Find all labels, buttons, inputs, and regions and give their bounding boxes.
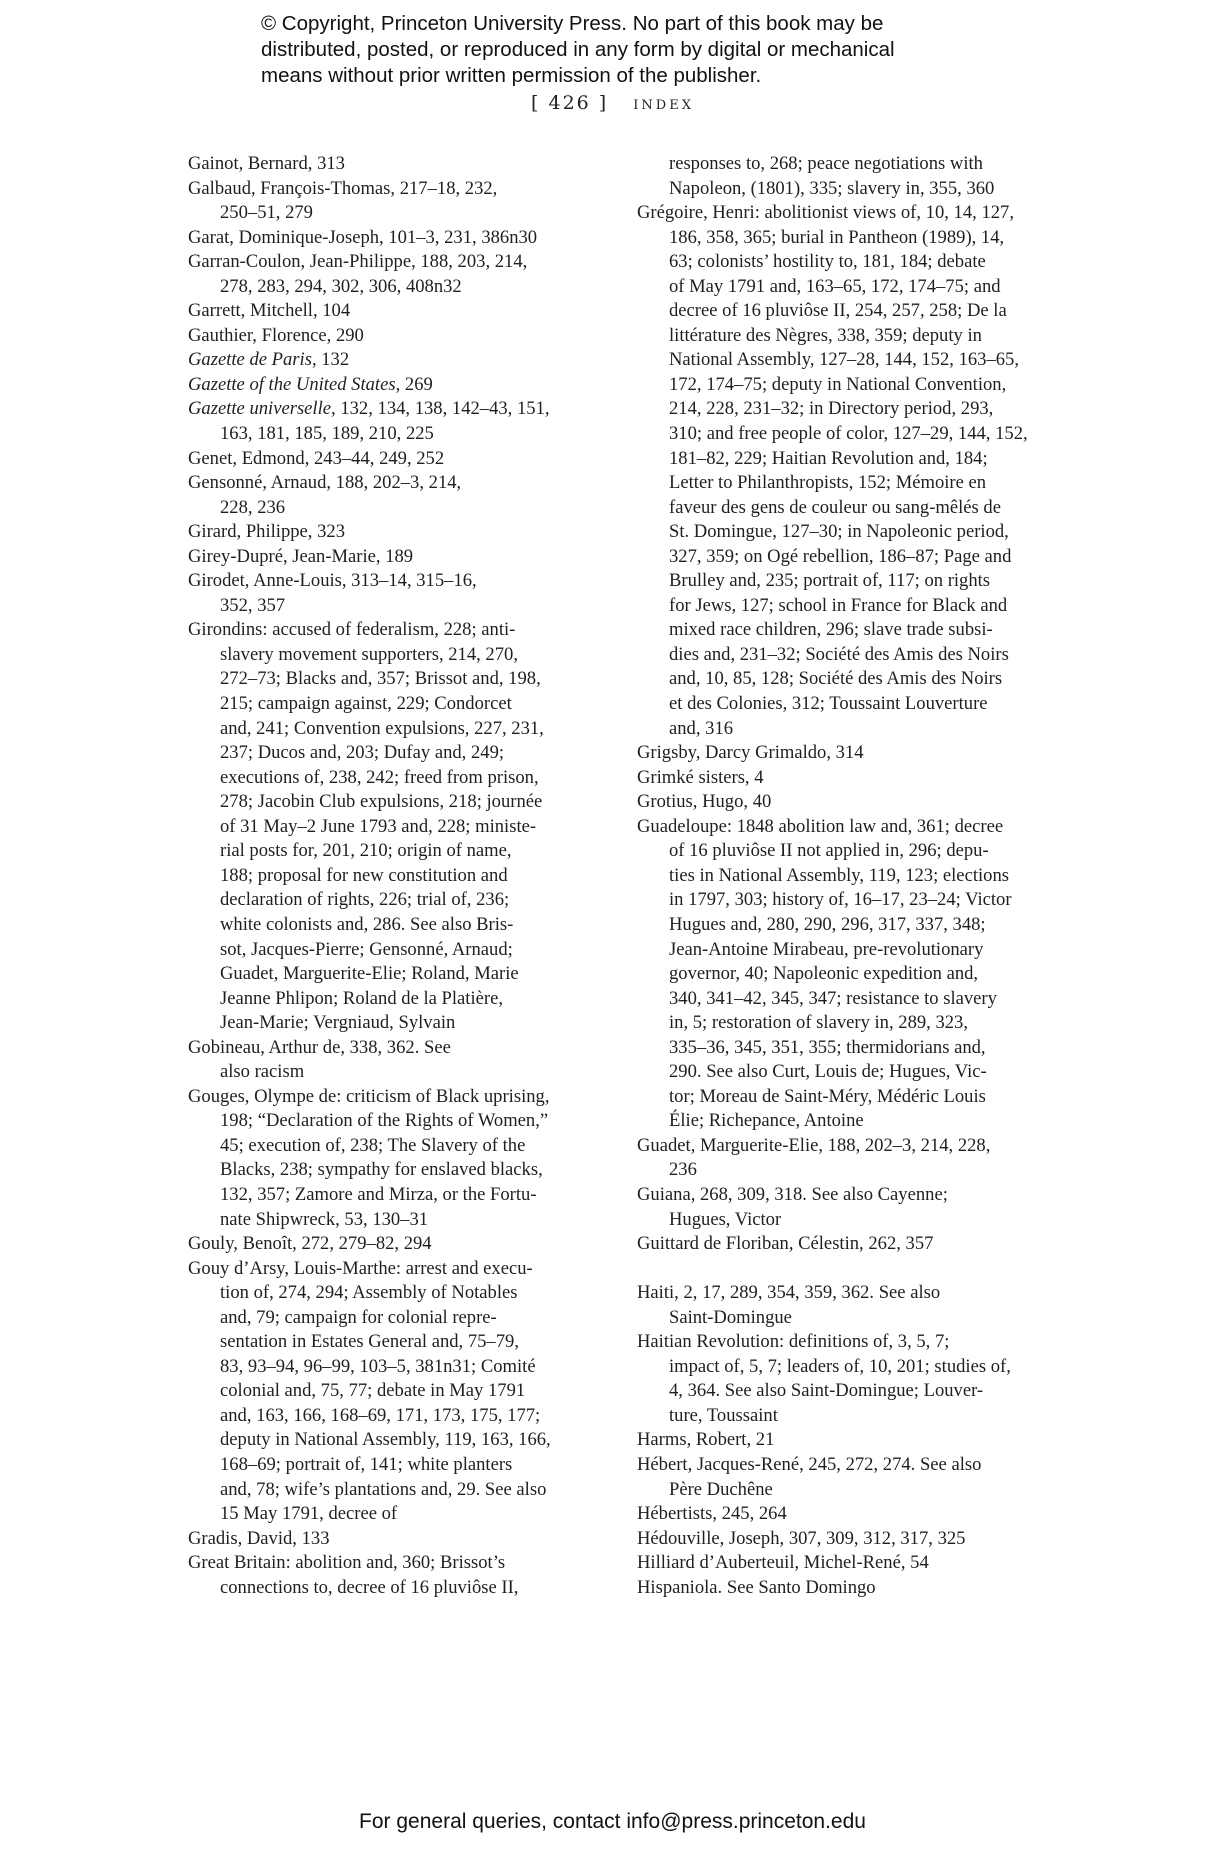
- index-entry-continuation: [188, 1060, 598, 1085]
- index-entry-text: 327, 359; on Ogé rebellion, 186–87; Page and: [669, 545, 1012, 567]
- index-entry-text: Saint-Domingue: [669, 1306, 792, 1328]
- index-entry-continuation: [188, 422, 598, 447]
- index-entry-text: 132, 357; Zamore and Mirza, or the Fortu-: [220, 1183, 537, 1205]
- index-entry-text: , 269: [395, 373, 433, 395]
- index-entry-text: National Assembly, 127–28, 144, 152, 163–65,: [669, 349, 1019, 371]
- index-entry: [637, 1527, 1047, 1552]
- index-entry-continuation: [188, 1355, 598, 1380]
- index-entry-text: 335–36, 345, 351, 355; thermidorians and,: [669, 1036, 986, 1058]
- index-entry-continuation: [637, 152, 1047, 177]
- index-entry-text: Napoleon, (1801), 335; slavery in, 355, 360: [669, 177, 995, 199]
- index-entry-text: and, 316: [669, 717, 734, 739]
- index-entry-text: Hédouville, Joseph, 307, 309, 312, 317, 325: [637, 1527, 966, 1549]
- index-entry-continuation: [637, 1158, 1047, 1183]
- index-entry-continuation: [188, 667, 598, 692]
- index-entry-continuation: [637, 299, 1047, 324]
- index-entry-continuation: [188, 201, 598, 226]
- index-entry: [637, 1453, 1047, 1478]
- index-entry-text: Jean-Antoine Mirabeau, pre-revolutionary: [669, 938, 984, 960]
- index-entry-text: Guadeloupe: 1848 abolition law and, 361; decree: [637, 815, 1004, 837]
- index-entry-continuation: [188, 938, 598, 963]
- index-entry-text: 237; Ducos and, 203; Dufay and, 249;: [220, 742, 505, 764]
- index-entry-text: 340, 341–42, 345, 347; resistance to slavery: [669, 987, 997, 1009]
- index-entry-continuation: [188, 594, 598, 619]
- index-entry-continuation: [637, 1355, 1047, 1380]
- index-entry-text: executions of, 238, 242; freed from prison,: [220, 766, 539, 788]
- index-entry-text: Gouly, Benoît, 272, 279–82, 294: [188, 1233, 432, 1255]
- index-entry-continuation: [637, 1036, 1047, 1061]
- index-entry-continuation: [188, 962, 598, 987]
- index-entry-text: Gouges, Olympe de: criticism of Black uprising,: [188, 1085, 550, 1107]
- index-entry-text: Genet, Edmond, 243–44, 249, 252: [188, 447, 445, 469]
- index-entry: [188, 471, 598, 496]
- index-entry-text: Gouy d’Arsy, Louis-Marthe: arrest and execu-: [188, 1257, 533, 1279]
- index-entry: [637, 1134, 1047, 1159]
- index-entry: [637, 1551, 1047, 1576]
- index-column-left: [188, 152, 598, 1600]
- index-entry-text: , 132, 134, 138, 142–43, 151,: [331, 398, 550, 420]
- index-entry-text: deputy in National Assembly, 119, 163, 166,: [220, 1429, 551, 1451]
- index-entry-continuation: [637, 348, 1047, 373]
- index-entry: [637, 1502, 1047, 1527]
- index-entry-text: tor; Moreau de Saint-Méry, Médéric Louis: [669, 1085, 986, 1107]
- index-entry-text: Garrett, Mitchell, 104: [188, 300, 351, 322]
- index-entry-text: for Jews, 127; school in France for Black and: [669, 594, 1008, 616]
- index-entry-text: Hispaniola. See Santo Domingo: [637, 1576, 876, 1598]
- index-entry-text: Girey-Dupré, Jean-Marie, 189: [188, 545, 414, 567]
- index-entry-text: Gensonné, Arnaud, 188, 202–3, 214,: [188, 472, 462, 494]
- index-entry-text: 198; “Declaration of the Rights of Women,”: [220, 1110, 549, 1132]
- index-entry-italic-title: Gazette universelle: [188, 398, 332, 420]
- index-entry-text: and, 241; Convention expulsions, 227, 231,: [220, 717, 544, 739]
- index-entry-continuation: [188, 496, 598, 521]
- index-entry-text: Père Duchêne: [669, 1478, 773, 1500]
- index-entry-text: St. Domingue, 127–30; in Napoleonic period,: [669, 521, 1009, 543]
- index-entry: [188, 618, 598, 643]
- index-entry-text: , 132: [311, 349, 350, 371]
- index-entry-text: Haitian Revolution: definitions of, 3, 5, 7;: [637, 1331, 950, 1353]
- index-entry-text: Galbaud, François-Thomas, 217–18, 232,: [188, 177, 498, 199]
- index-entry-text: of May 1791 and, 163–65, 172, 174–75; and: [669, 275, 1001, 297]
- index-entry-text: 310; and free people of color, 127–29, 144, 152,: [669, 423, 1028, 445]
- index-entry-text: Élie; Richepance, Antoine: [669, 1110, 864, 1132]
- index-entry-continuation: [188, 643, 598, 668]
- index-entry-text: Brulley and, 235; portrait of, 117; on rights: [669, 570, 991, 592]
- index-entry-continuation: [188, 1404, 598, 1429]
- index-entry-text: 188; proposal for new constitution and: [220, 864, 508, 886]
- index-entry-continuation: [637, 520, 1047, 545]
- footer-contact: For general queries, contact info@press.princeton.edu: [359, 1810, 866, 1833]
- index-entry-text: Guittard de Floriban, Célestin, 262, 357: [637, 1233, 934, 1255]
- index-entry: [188, 1527, 598, 1552]
- index-entry-continuation: [188, 1208, 598, 1233]
- index-entry-text: ties in National Assembly, 119, 123; elections: [669, 864, 1009, 886]
- index-entry-text: Hugues, Victor: [669, 1208, 782, 1230]
- index-entry-continuation: [188, 275, 598, 300]
- index-entry: [637, 790, 1047, 815]
- index-entry-text: Gradis, David, 133: [188, 1527, 330, 1549]
- index-entry: [637, 201, 1047, 226]
- copyright-line: means without prior written permission of the publisher.: [261, 64, 762, 87]
- index-entry-text: 163, 181, 185, 189, 210, 225: [220, 423, 434, 445]
- index-entry-continuation: [637, 888, 1047, 913]
- index-entry: [637, 1428, 1047, 1453]
- index-entry-continuation: [637, 397, 1047, 422]
- index-entry: [188, 1551, 598, 1576]
- index-entry-text: 236: [669, 1159, 697, 1181]
- index-entry-text: 278, 283, 294, 302, 306, 408n32: [220, 275, 462, 297]
- index-entry-continuation: [188, 1453, 598, 1478]
- page-number: [ 426 ]: [531, 92, 609, 114]
- index-entry-text: Girodet, Anne-Louis, 313–14, 315–16,: [188, 570, 477, 592]
- running-head: [0, 92, 1225, 114]
- index-entry-continuation: [188, 1478, 598, 1503]
- index-entry-continuation: [637, 177, 1047, 202]
- index-entry-text: decree of 16 pluviôse II, 254, 257, 258; De la: [669, 300, 1007, 322]
- index-entry-continuation: [188, 1576, 598, 1601]
- index-entry-text: Gobineau, Arthur de, 338, 362. See: [188, 1036, 451, 1058]
- index-entry-continuation: [637, 1011, 1047, 1036]
- index-entry: [637, 1232, 1047, 1257]
- index-entry-text: Haiti, 2, 17, 289, 354, 359, 362. See also: [637, 1282, 941, 1304]
- index-entry-continuation: [188, 1158, 598, 1183]
- index-entry-text: Great Britain: abolition and, 360; Brissot’s: [188, 1552, 506, 1574]
- copyright-line: © Copyright, Princeton University Press. No part of this book may be: [261, 12, 884, 35]
- index-entry-continuation: [188, 1109, 598, 1134]
- index-entry-continuation: [188, 790, 598, 815]
- index-entry-text: connections to, decree of 16 pluviôse II,: [220, 1576, 519, 1598]
- index-entry-continuation: [188, 864, 598, 889]
- index-entry-continuation: [637, 422, 1047, 447]
- index-entry-continuation: [188, 692, 598, 717]
- section-title: index: [633, 92, 694, 114]
- index-entry-text: responses to, 268; peace negotiations with: [669, 153, 983, 174]
- index-entry-text: Letter to Philanthropists, 152; Mémoire en: [669, 472, 987, 494]
- index-entry-text: 15 May 1791, decree of: [220, 1503, 398, 1525]
- index-entry: [637, 1576, 1047, 1601]
- index-entry-text: 45; execution of, 238; The Slavery of the: [220, 1134, 526, 1156]
- index-entry-text: 272–73; Blacks and, 357; Brissot and, 198,: [220, 668, 541, 690]
- index-entry-text: and, 10, 85, 128; Société des Amis des Noirs: [669, 668, 1003, 690]
- index-entry-text: 83, 93–94, 96–99, 103–5, 381n31; Comité: [220, 1355, 536, 1377]
- index-entry-text: 290. See also Curt, Louis de; Hugues, Vic-: [669, 1061, 987, 1083]
- copyright-line: distributed, posted, or reproduced in any form by digital or mechanical: [261, 38, 895, 61]
- index-entry-text: mixed race children, 296; slave trade subsi-: [669, 619, 993, 641]
- index-entry-continuation: [637, 717, 1047, 742]
- index-entry-continuation: [188, 1502, 598, 1527]
- index-entry-continuation: [637, 1060, 1047, 1085]
- index-entry-text: faveur des gens de couleur ou sang-mêlés de: [669, 496, 1001, 518]
- index-entry-continuation: [637, 913, 1047, 938]
- index-entry-text: of 16 pluviôse II not applied in, 296; depu-: [669, 840, 989, 862]
- index-entry-continuation: [637, 594, 1047, 619]
- index-entry-text: 186, 358, 365; burial in Pantheon (1989), 14,: [669, 226, 1005, 248]
- index-entry-continuation: [637, 1379, 1047, 1404]
- index-entry-continuation: [637, 324, 1047, 349]
- index-entry: [188, 373, 598, 398]
- index-entry-continuation: [637, 667, 1047, 692]
- index-entry: [188, 447, 598, 472]
- index-entry-text: Guadet, Marguerite-Elie; Roland, Marie: [220, 963, 519, 985]
- index-entry-text: sentation in Estates General and, 75–79,: [220, 1331, 519, 1353]
- index-entry-continuation: [188, 1183, 598, 1208]
- index-entry-text: slavery movement supporters, 214, 270,: [220, 643, 518, 665]
- index-entry-continuation: [637, 962, 1047, 987]
- index-entry: [188, 177, 598, 202]
- index-entry-continuation: [637, 864, 1047, 889]
- index-entry-continuation: [637, 692, 1047, 717]
- index-entry-text: 63; colonists’ hostility to, 181, 184; debate: [669, 251, 986, 273]
- index-entry-text: also racism: [220, 1061, 305, 1083]
- index-entry-text: in, 5; restoration of slavery in, 289, 323,: [669, 1012, 968, 1034]
- index-entry-text: white colonists and, 286. See also Bris-: [220, 913, 514, 935]
- index-entry: [188, 226, 598, 251]
- index-entry: [188, 324, 598, 349]
- index-entry-continuation: [637, 1085, 1047, 1110]
- index-entry-text: 4, 364. See also Saint-Domingue; Louver-: [669, 1380, 984, 1402]
- index-entry-continuation: [188, 717, 598, 742]
- index-entry: [637, 815, 1047, 840]
- index-entry: [637, 1183, 1047, 1208]
- index-entry-continuation: [188, 766, 598, 791]
- index-entry-text: Guiana, 268, 309, 318. See also Cayenne;: [637, 1183, 948, 1205]
- index-entry-text: governor, 40; Napoleonic expedition and,: [669, 963, 979, 985]
- index-entry-continuation: [188, 888, 598, 913]
- letter-section-gap: [637, 1257, 1047, 1282]
- index-entry-text: nate Shipwreck, 53, 130–31: [220, 1208, 429, 1230]
- index-entry-text: Hébert, Jacques-René, 245, 272, 274. See also: [637, 1453, 982, 1475]
- index-entry-continuation: [637, 545, 1047, 570]
- index-entry-continuation: [637, 496, 1047, 521]
- index-entry: [188, 397, 598, 422]
- index-entry-continuation: [637, 471, 1047, 496]
- index-entry-text: and, 79; campaign for colonial repre-: [220, 1306, 497, 1328]
- index-entry-text: and, 163, 166, 168–69, 171, 173, 175, 177;: [220, 1404, 541, 1426]
- index-entry-continuation: [188, 1306, 598, 1331]
- index-entry-text: ture, Toussaint: [669, 1404, 778, 1426]
- index-entry-text: 181–82, 229; Haitian Revolution and, 184;: [669, 447, 988, 469]
- index-entry-text: Grimké sisters, 4: [637, 766, 764, 788]
- index-entry-text: rial posts for, 201, 210; origin of name,: [220, 840, 512, 862]
- index-entry-continuation: [637, 226, 1047, 251]
- index-entry: [637, 741, 1047, 766]
- index-entry: [188, 520, 598, 545]
- index-entry-text: 228, 236: [220, 496, 286, 518]
- index-entry-continuation: [637, 447, 1047, 472]
- index-entry-text: and, 78; wife’s plantations and, 29. See also: [220, 1478, 547, 1500]
- index-entry-text: declaration of rights, 226; trial of, 236;: [220, 889, 510, 911]
- index-entry-text: 214, 228, 231–32; in Directory period, 293,: [669, 398, 994, 420]
- index-entry-text: littérature des Nègres, 338, 359; deputy in: [669, 324, 982, 346]
- index-entry-text: sot, Jacques-Pierre; Gensonné, Arnaud;: [220, 938, 513, 960]
- index-entry-text: colonial and, 75, 77; debate in May 1791: [220, 1380, 526, 1402]
- index-entry: [188, 1232, 598, 1257]
- index-entry-text: Grotius, Hugo, 40: [637, 791, 772, 813]
- index-entry-text: Guadet, Marguerite-Elie, 188, 202–3, 214, 228,: [637, 1134, 991, 1156]
- index-entry-continuation: [637, 1208, 1047, 1233]
- index-entry-text: Garat, Dominique-Joseph, 101–3, 231, 386n30: [188, 226, 538, 248]
- index-entry: [637, 766, 1047, 791]
- index-entry-text: Jean-Marie; Vergniaud, Sylvain: [220, 1012, 456, 1034]
- index-entry-continuation: [637, 275, 1047, 300]
- index-entry-continuation: [637, 618, 1047, 643]
- index-entry-text: et des Colonies, 312; Toussaint Louverture: [669, 693, 988, 715]
- index-entry: [188, 152, 598, 177]
- index-entry-text: Gainot, Bernard, 313: [188, 153, 345, 174]
- index-entry-continuation: [188, 815, 598, 840]
- index-entry: [188, 1085, 598, 1110]
- index-entry: [188, 1036, 598, 1061]
- index-entry-continuation: [188, 741, 598, 766]
- index-entry-continuation: [637, 1478, 1047, 1503]
- index-entry-continuation: [188, 1330, 598, 1355]
- index-entry-text: Girard, Philippe, 323: [188, 521, 345, 543]
- index-entry-text: Hugues and, 280, 290, 296, 317, 337, 348;: [669, 913, 986, 935]
- index-entry-text: 352, 357: [220, 594, 286, 616]
- index-entry-text: Hilliard d’Auberteuil, Michel-René, 54: [637, 1552, 929, 1574]
- index-entry-text: dies and, 231–32; Société des Amis des Noirs: [669, 643, 1009, 665]
- index-entry-text: tion of, 274, 294; Assembly of Notables: [220, 1282, 518, 1304]
- index-entry-continuation: [637, 1306, 1047, 1331]
- index-entry-text: 172, 174–75; deputy in National Convention,: [669, 373, 1007, 395]
- index-entry-text: Blacks, 238; sympathy for enslaved blacks,: [220, 1159, 543, 1181]
- index-entry-continuation: [188, 1428, 598, 1453]
- index-entry-continuation: [188, 1379, 598, 1404]
- index-entry-text: Grigsby, Darcy Grimaldo, 314: [637, 742, 864, 764]
- index-entry-continuation: [188, 839, 598, 864]
- index-entry-continuation: [188, 1134, 598, 1159]
- index-entry-continuation: [637, 1404, 1047, 1429]
- index-entry: [188, 250, 598, 275]
- index-entry-text: impact of, 5, 7; leaders of, 10, 201; studies of,: [669, 1355, 1011, 1377]
- index-entry-text: Gauthier, Florence, 290: [188, 324, 364, 346]
- index-entry-continuation: [637, 250, 1047, 275]
- index-entry-text: Garran-Coulon, Jean-Philippe, 188, 203, 214,: [188, 251, 528, 273]
- index-entry-text: Girondins: accused of federalism, 228; anti-: [188, 619, 516, 641]
- index-entry-text: Harms, Robert, 21: [637, 1429, 775, 1451]
- index-entry: [188, 569, 598, 594]
- index-entry-italic-title: Gazette de Paris: [188, 349, 312, 371]
- index-entry-italic-title: Gazette of the United States: [188, 373, 396, 395]
- index-entry: [637, 1281, 1047, 1306]
- index-entry: [188, 1257, 598, 1282]
- index-entry: [188, 299, 598, 324]
- index-entry-continuation: [188, 987, 598, 1012]
- index-entry-text: in 1797, 303; history of, 16–17, 23–24; Victor: [669, 889, 1012, 911]
- index-entry: [188, 545, 598, 570]
- index-entry-continuation: [637, 839, 1047, 864]
- index-entry: [637, 1330, 1047, 1355]
- index-entry-continuation: [188, 1281, 598, 1306]
- copyright-notice: [261, 11, 1001, 89]
- index-entry-continuation: [637, 938, 1047, 963]
- index-entry-continuation: [637, 1109, 1047, 1134]
- index-entry-continuation: [188, 1011, 598, 1036]
- index-entry-text: 278; Jacobin Club expulsions, 218; journée: [220, 791, 543, 813]
- index-entry-text: 168–69; portrait of, 141; white planters: [220, 1453, 513, 1475]
- index-entry-text: Grégoire, Henri: abolitionist views of, 10, 14, 127,: [637, 202, 1014, 224]
- index-column-right: [637, 152, 1047, 1600]
- index-entry-continuation: [637, 987, 1047, 1012]
- index-entry-text: 215; campaign against, 229; Condorcet: [220, 693, 512, 715]
- index-entry-continuation: [637, 643, 1047, 668]
- index-entry-continuation: [637, 373, 1047, 398]
- index-entry-continuation: [188, 913, 598, 938]
- index-entry-text: Hébertists, 245, 264: [637, 1503, 787, 1525]
- index-entry-continuation: [637, 569, 1047, 594]
- index-entry-text: of 31 May–2 June 1793 and, 228; ministe-: [220, 815, 537, 837]
- index-entry: [188, 348, 598, 373]
- index-entry-text: Jeanne Phlipon; Roland de la Platière,: [220, 987, 503, 1009]
- index-entry-text: 250–51, 279: [220, 202, 313, 224]
